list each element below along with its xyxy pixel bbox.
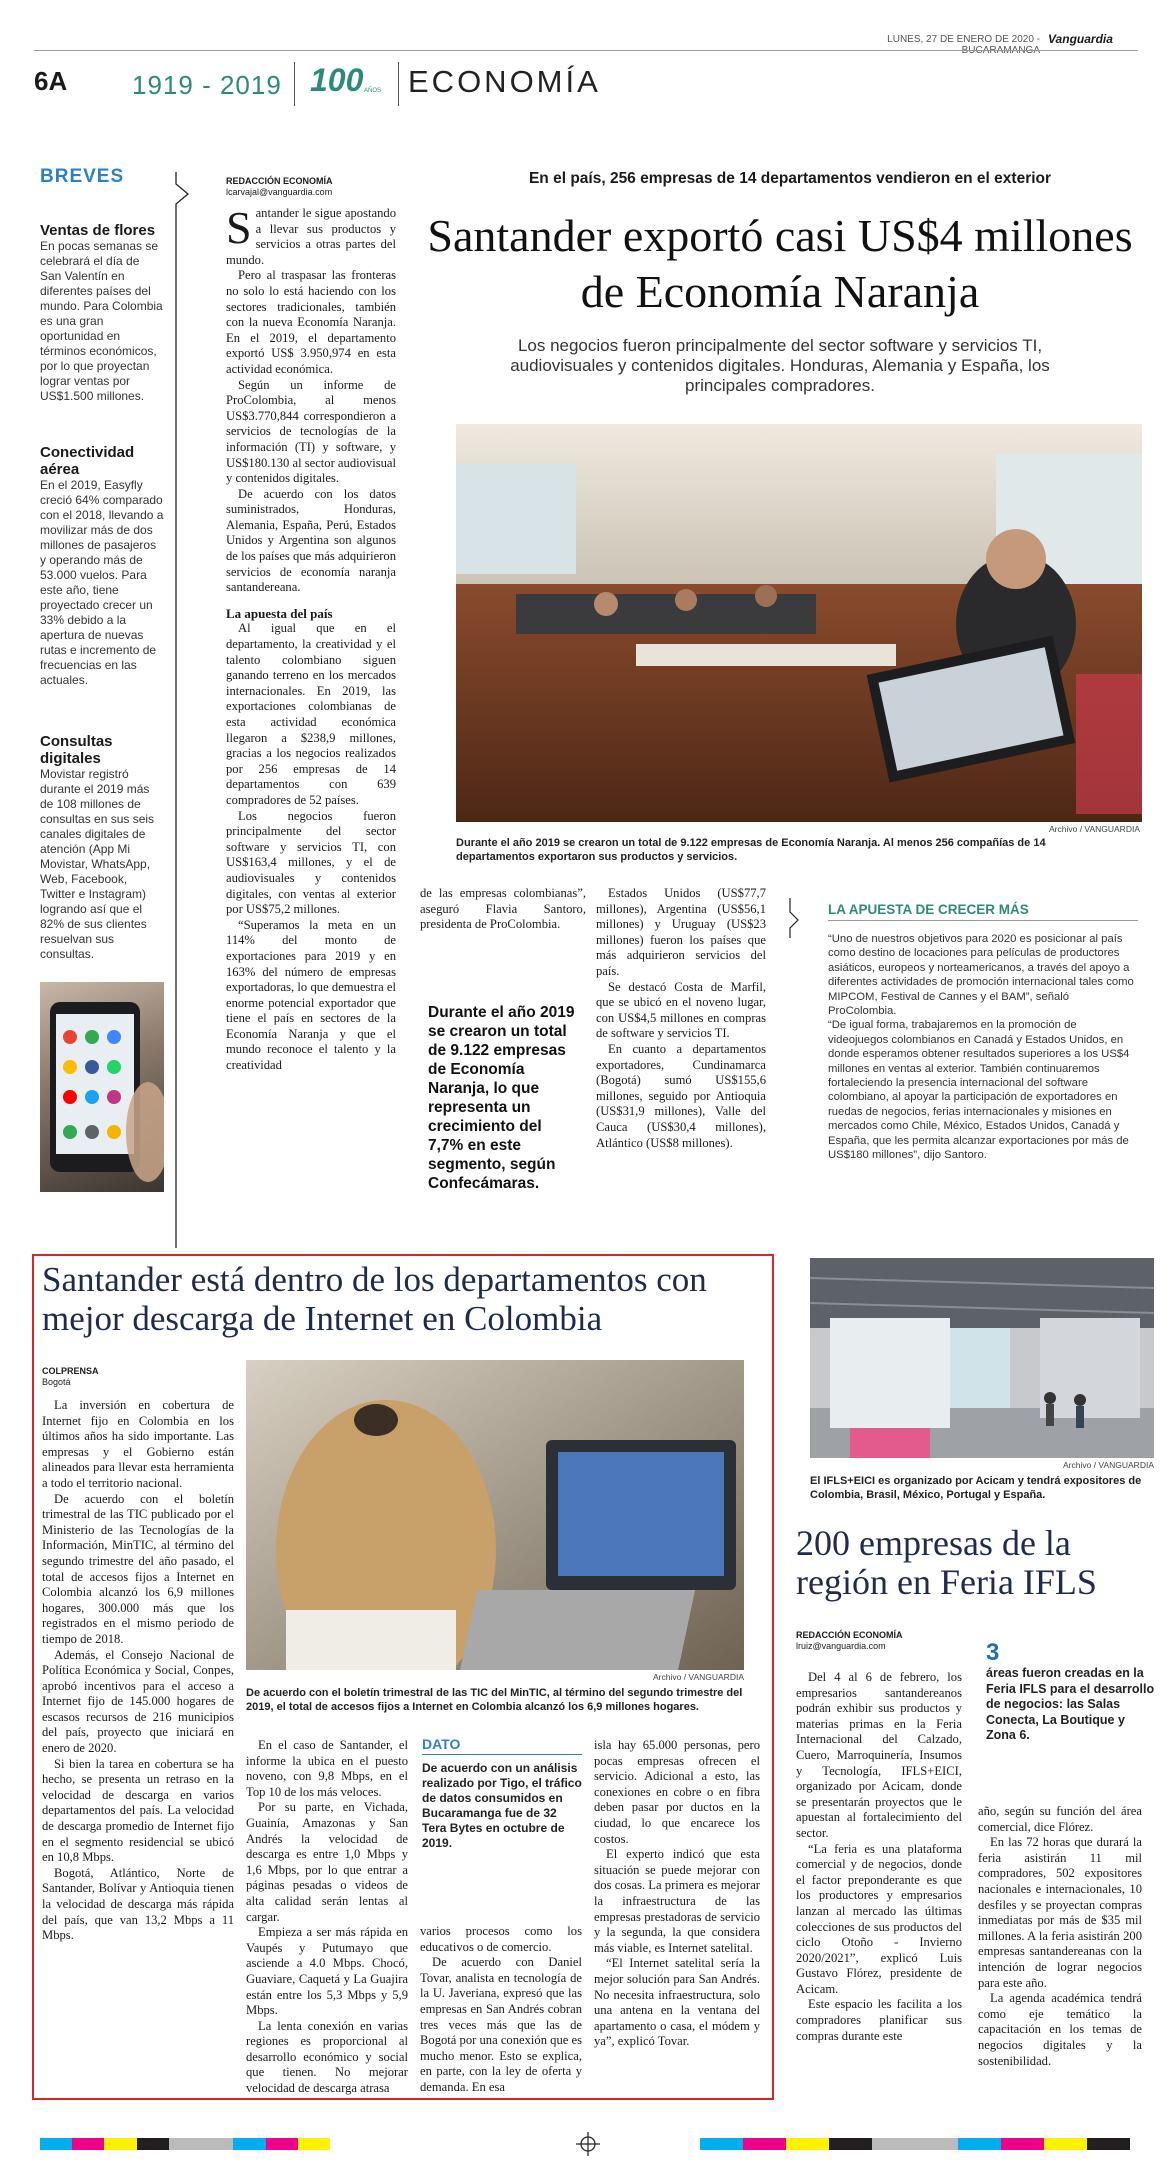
dato-text: De acuerdo con un análisis realizado por Tigo, el tráfico de datos consumidos en Bucaramanga fue de 32 Tera Bytes en octubre de 2019. (422, 1761, 582, 1850)
main-paragraph: En cuanto a departamentos exportadores, Cundinamarca (Bogotá) sumó US$155,6 millones, seguido por Antioquia (US$31,9 millones), Valle del Cauca (US$30,4 millones), Atlántico (US$8 millones). (596, 1041, 766, 1150)
breves-item-text: Movistar registró durante el 2019 más de 108 millones de consultas en sus seis canales digitales de atención (App Mi Movistar, WhatsApp, Web, Facebook, Twitter e Instagram) logrando así que el 82% de sus clientes resuelvan sus consultas. (40, 767, 155, 961)
main-byline (226, 176, 356, 198)
main-paragraph: Al igual que en el departamento, la creatividad y el talento colombiano siguen ganando terreno en los mercados internacionales. En 2019, las exportaciones colombianas de esta actividad económica llegaron a $238,9 millones, gracias a los negocios realizados por 256 empresas de 14 departamentos con 639 compradores de 52 países. (226, 621, 396, 807)
breves-item-text: En pocas semanas se celebrará el día de San Valentín en diferentes países del mundo. Para Colombia es una gran oportunidad en términos económicos, por lo que proyectan lograr ventas por US$1.500 millones. (40, 239, 163, 403)
fact-text: áreas fueron creadas en la Feria IFLS para el desarrollo de negocios: las Salas Conecta, La Boutique y Zona 6. (986, 1666, 1155, 1742)
anniversary-years: 1919 - 2019 (132, 70, 282, 100)
feria-headline: 200 empresas de la región en Feria IFLS (796, 1523, 1097, 1602)
internet-paragraph: La inversión en cobertura de Internet fijo en Colombia en los últimos años ha sido importante. Las empresas y el Gobierno están alineados para llevar esta herramienta a todo el territorio nacional. (42, 1398, 234, 1490)
breves-bracket-icon (168, 170, 198, 1250)
dropcap: S (226, 202, 252, 253)
main-headline: Santander exportó casi US$4 millones de Economía Naranja (427, 210, 1133, 317)
orange-economy-office-photo (456, 424, 1142, 822)
anniversary-logo-sub: AÑOS (364, 88, 382, 94)
internet-paragraph: De acuerdo con el boletín trimestral de las TIC publicado por el Ministerio de las Tecnologías de la Información, MinTIC, al término del segundo trimestre del año pasado, el total de accesos fijos a Internet en Colombia alcanzó los 6,9 millones hogares, 300.000 más que los registrados en el mismo periodo de tiempo de 2018. (42, 1491, 234, 1646)
main-column-2 (420, 886, 586, 933)
main-paragraph: Estados Unidos (US$77,7 millones), Argentina (US$56,1 millones) y Uruguay (US$23 millones) fueron los países que más adquirieron servicios del país. (596, 886, 766, 978)
breves-item-title: Conectividad aérea (40, 444, 135, 478)
internet-byline (42, 1366, 182, 1388)
sidebar-paragraph: “Uno de nuestros objetivos para 2020 es posicionar al país como destino de locaciones para películas de productores asiáticos, europeos y norteamericanos, a través del apoyo a diferentes actividades de promoción internacional tales como MIPCOM, Festival de Cannes y el BAM”, señaló ProColombia. (828, 933, 1134, 1018)
byline-org: REDACCIÓN ECONOMÍA (226, 176, 333, 186)
internet-paragraph: El experto indicó que esta situación se puede mejorar con dos cosas. La primera es mejorar la infraestructura de las empresas prestadoras de servicio y la segunda, la que considera más viable, es Internet satelital. (594, 1847, 760, 1955)
section-title: ECONOMÍA (408, 64, 601, 99)
internet-paragraph: Empieza a ser más rápida en Vaupés y Putumayo que asciende a 4.0 Mbps. Chocó, Guaviare, Caquetá y La Guajira están entre los 5,3 Mbps y 5,9 Mbps. (246, 1925, 408, 2018)
internet-paragraph: varios procesos como los educativos o de comercio. (420, 1924, 582, 1954)
feria-column-2 (978, 1804, 1142, 2069)
anniversary-logo-number: 100 (310, 62, 364, 98)
main-first-paragraph: antander le sigue apostando a llevar sus productos y servicios a otras partes del mundo. (226, 206, 396, 267)
breves-item-title: Ventas de flores (40, 222, 156, 239)
print-color-bar-right (700, 2138, 1130, 2150)
fact-number: 3 (986, 1639, 1000, 1666)
internet-headline: Santander está dentro de los departamentos con mejor descarga de Internet en Colombia (42, 1260, 707, 1338)
internet-column-4 (594, 1738, 760, 2050)
breves-item-text: En el 2019, Easyfly creció 64% comparado con el 2018, llevando a movilizar más de dos millones de pasajeros y operando más de 53.000 vuelos. Para este año, tiene proyectado crecer un 33% debido a la apertura de nuevas rutas e incremento de frecuencias en las actuales. (40, 478, 164, 687)
feria-paragraph: En las 72 horas que durará la feria asistirán 11 mil compradores, 502 expositores nacionales e internacionales, 10 desfiles y se proyectan compras inmediatas por más de $35 mil millones. A la feria asistirán 200 empresas santandereanas con la intención de lograr negocios para este año. (978, 1835, 1142, 1990)
internet-paragraph: Si bien la tarea en cobertura se ha hecho, se presenta un retraso en la velocidad de descarga en varios departamentos del país. La velocidad de descarga promedio de Internet fijo en el segmento residencial se ubicó en 10,8 Mbps. (42, 1756, 234, 1865)
main-photo-caption: Durante el año 2019 se crearon un total de 9.122 empresas de Economía Naranja. Al menos 256 compañías de 14 departamentos exportaron sus productos y servicios. (456, 837, 1046, 863)
main-kicker: En el país, 256 empresas de 14 departamentos vendieron en el exterior (528, 170, 1052, 187)
byline-org: REDACCIÓN ECONOMÍA (796, 1630, 903, 1640)
internet-paragraph: Además, el Consejo Nacional de Política Económica y Social, Conpes, aprobó incentivos para el acceso a Internet fijo de 145.000 hogares de escasos recursos de 216 municipios del país, proyecto que iniciará en enero de 2020. (42, 1647, 234, 1756)
internet-column-3 (420, 1924, 582, 2096)
main-paragraph: De acuerdo con los datos suministrados, Honduras, Alemania, España, Perú, Estados Unidos y Argentina son algunos de los países que más adquirieron servicios de economía naranja santandereana. (226, 486, 396, 595)
smartphone-icon (40, 982, 164, 1192)
feria-paragraph: La agenda académica tendrá como eje temático la capacitación en los temas de negocios digitales y la sostenibilidad. (978, 1991, 1142, 2068)
breves-item-title: Consultas digitales (40, 733, 113, 767)
header-divider-1 (294, 62, 295, 106)
feria-paragraph: año, según su función del área comercial, dice Flórez. (978, 1804, 1142, 1834)
main-subtitle: La apuesta del país (226, 605, 333, 621)
feria-column-1 (796, 1670, 962, 2044)
main-paragraph: Los negocios fueron principalmente del sector software y servicios TI, con US$163,4 millones, y el de audiovisuales y contenidos digitales, con ventas al exterior por US$75,2 millones. (226, 808, 396, 917)
dato-box (422, 1736, 582, 1851)
feria-paragraph: Este espacio les facilita a los compradores planificar sus compras durante este (796, 1997, 962, 2043)
internet-paragraph: De acuerdo con Daniel Tovar, analista en tecnología de la U. Javeriana, expresó que las empresas en San Andrés cobran tres veces más que las de Bogotá por una conexión que es mucho menor. Esto se explica, en parte, con la ley de oferta y demanda. En esa (420, 1955, 582, 2094)
registration-mark-icon (576, 2132, 600, 2156)
dato-label: DATO (422, 1736, 582, 1755)
internet-paragraph: isla hay 65.000 personas, pero pocas empresas ofrecen el servicio. Adicional a esto, las conexiones en cobre o en fibra deben pasar por ductos en la ciudad, lo que encarece los costos. (594, 1738, 760, 1846)
sidebar-bracket-icon (786, 898, 806, 938)
main-paragraph: Se destacó Costa de Marfil, que se ubicó en el noveno lugar, con US$4,5 millones en compras de software y servicios TI. (596, 979, 766, 1041)
feria-photo-caption: El IFLS+EICI es organizado por Acicam y tendrá expositores de Colombia, Brasil, México, Portugal y España. (810, 1475, 1142, 1501)
byline-city: Bogotá (42, 1377, 71, 1387)
byline-email: lcarvajal@vanguardia.com (226, 187, 333, 197)
byline-email: lruiz@vanguardia.com (796, 1641, 886, 1651)
sidebar-rule (828, 920, 1138, 921)
main-paragraph: Pero al traspasar las fronteras no solo lo está haciendo con los sectores tradicionales, también con la nueva Economía Naranja. En el 2019, el departamento exportó US$ 3.950,974 en esta actividad económica. (226, 268, 396, 376)
main-pullquote: Durante el año 2019 se crearon un total de 9.122 empresas de Economía Naranja, lo que representa un crecimiento del 7,7% en este segmento, según Confecámaras. (428, 1004, 575, 1192)
anniversary-logo (310, 62, 390, 106)
office-workers-image (456, 424, 1142, 822)
sidebar-title: LA APUESTA DE CRECER MÁS (828, 902, 1029, 917)
laptop-user-photo (246, 1360, 744, 1670)
feria-photo-credit: Archivo / VANGUARDIA (1062, 1460, 1154, 1470)
breves-title: BREVES (40, 166, 125, 187)
sidebar-paragraph: “De igual forma, trabajaremos en la promoción de videojuegos colombianos en Canadá y Estados Unidos, en donde esperamos obtener resultados superiores a los US$4 millones en ventas al exterior. También continuaremos fortaleciendo la presencia internacional del software colombiano, al apoyar la participación de exportadores en ruedas de negocios, ferias internacionales y misiones en mercados como Chile, México, Estados Unidos, Canadá y España, que les permita alcanzar exportaciones por más de US$180 millones”, dijo Santoro. (828, 1019, 1130, 1162)
main-column-3 (596, 886, 766, 1151)
internet-photo-caption: De acuerdo con el boletín trimestral de las TIC del MinTIC, al término del segundo trimestre del 2019, el total de accesos fijos a Internet en Colombia alcanzó los 6,9 millones hogares. (246, 1687, 743, 1713)
main-paragraph: de las empresas colombianas”, aseguró Flavia Santoro, presidenta de ProColombia. (420, 886, 586, 932)
trade-fair-photo (810, 1258, 1154, 1458)
header-divider-2 (398, 62, 399, 106)
brand-name: Vanguardia (1048, 32, 1113, 46)
page-number: 6A (34, 66, 68, 96)
internet-paragraph: “El Internet satelital sería la mejor solución para San Andrés. No necesita infraestructura, solo una antena en la ventana del apartamento o casa, el módem y ya”, explicó Tovar. (594, 1956, 760, 2049)
breves-item-3 (40, 733, 164, 962)
internet-column-2 (246, 1738, 408, 2097)
byline-org: COLPRENSA (42, 1366, 99, 1376)
feria-fact-box (986, 1640, 1156, 1744)
internet-paragraph: En el caso de Santander, el informe la ubica en el puesto noveno, con 9,8 Mbps, en el Top 10 de los más veloces. (246, 1738, 408, 1799)
feria-paragraph: Del 4 al 6 de febrero, los empresarios santandereanos podrán exhibir sus productos y materias primas en la Feria Internacional del Calzado, Cuero, Marroquinería, Insumos y Tecnología, IFLS+EICI, organizado por Acicam, donde se presentarán proyectos que le apuestan al fortalecimiento del sector. (796, 1670, 962, 1840)
main-subhead: Los negocios fueron principalmente del sector software y servicios TI, audiovisuales y contenidos digitales. Honduras, Alemania y España, los principales compradores. (510, 336, 1050, 395)
main-paragraph: Según un informe de ProColombia, al menos US$3.770,844 correspondieron a servicios de tecnologías de la información (TI) y software, y US$180.130 al sector audiovisual y contenidos digitales. (226, 377, 396, 486)
header-rule (34, 50, 1138, 51)
dateline: LUNES, 27 DE ENERO DE 2020 - (887, 34, 1040, 45)
internet-column-1 (42, 1398, 234, 1944)
internet-photo-credit: Archivo / VANGUARDIA (652, 1672, 744, 1682)
phone-apps-photo (40, 982, 164, 1192)
breves-item-1 (40, 222, 164, 404)
sidebar-text (828, 932, 1140, 1163)
breves-item-2 (40, 444, 164, 688)
feria-paragraph: “La feria es una plataforma comercial y de negocios, donde el factor preponderante es que los productores y empresarios lanzan al mercado las últimas colecciones de sus productos del ciclo Otoño - Invierno 2020/2021”, explicó Luis Gustavo Flórez, presidente de Acicam. (796, 1841, 962, 1996)
fair-stands-image (810, 1258, 1154, 1458)
print-color-bar-left (40, 2138, 330, 2150)
main-column-1 (226, 202, 396, 1074)
internet-paragraph: La lenta conexión en varias regiones es proporcional al desarrollo económico y social que tienen. No mejorar velocidad de descarga atrasa (246, 2018, 408, 2096)
internet-paragraph: Por su parte, en Vichada, Guainía, Amazonas y San Andrés la velocidad de descarga es entre 1,0 Mbps y 1,6 Mbps, por lo que entrar a páginas pesadas o videos de alta calidad serán lentas al cargar. (246, 1800, 408, 1924)
main-paragraph: “Superamos la meta en un 114% del monto de exportaciones para 2019 y en 163% del número de empresas exportadoras, lo que demuestra el enorme potencial exportador que tiene el país en sectores de la Economía Naranja y que el mundo reconoce el talento y la creatividad (226, 917, 396, 1073)
woman-laptop-image (246, 1360, 744, 1670)
feria-byline (796, 1630, 956, 1652)
main-photo-credit: Archivo / VANGUARDIA (1048, 824, 1140, 834)
internet-paragraph: Bogotá, Atlántico, Norte de Santander, Bolívar y Antioquia tienen la velocidad de descarga más rápida del país, que van 13,2 Mbps a 11 Mbps. (42, 1865, 234, 1943)
